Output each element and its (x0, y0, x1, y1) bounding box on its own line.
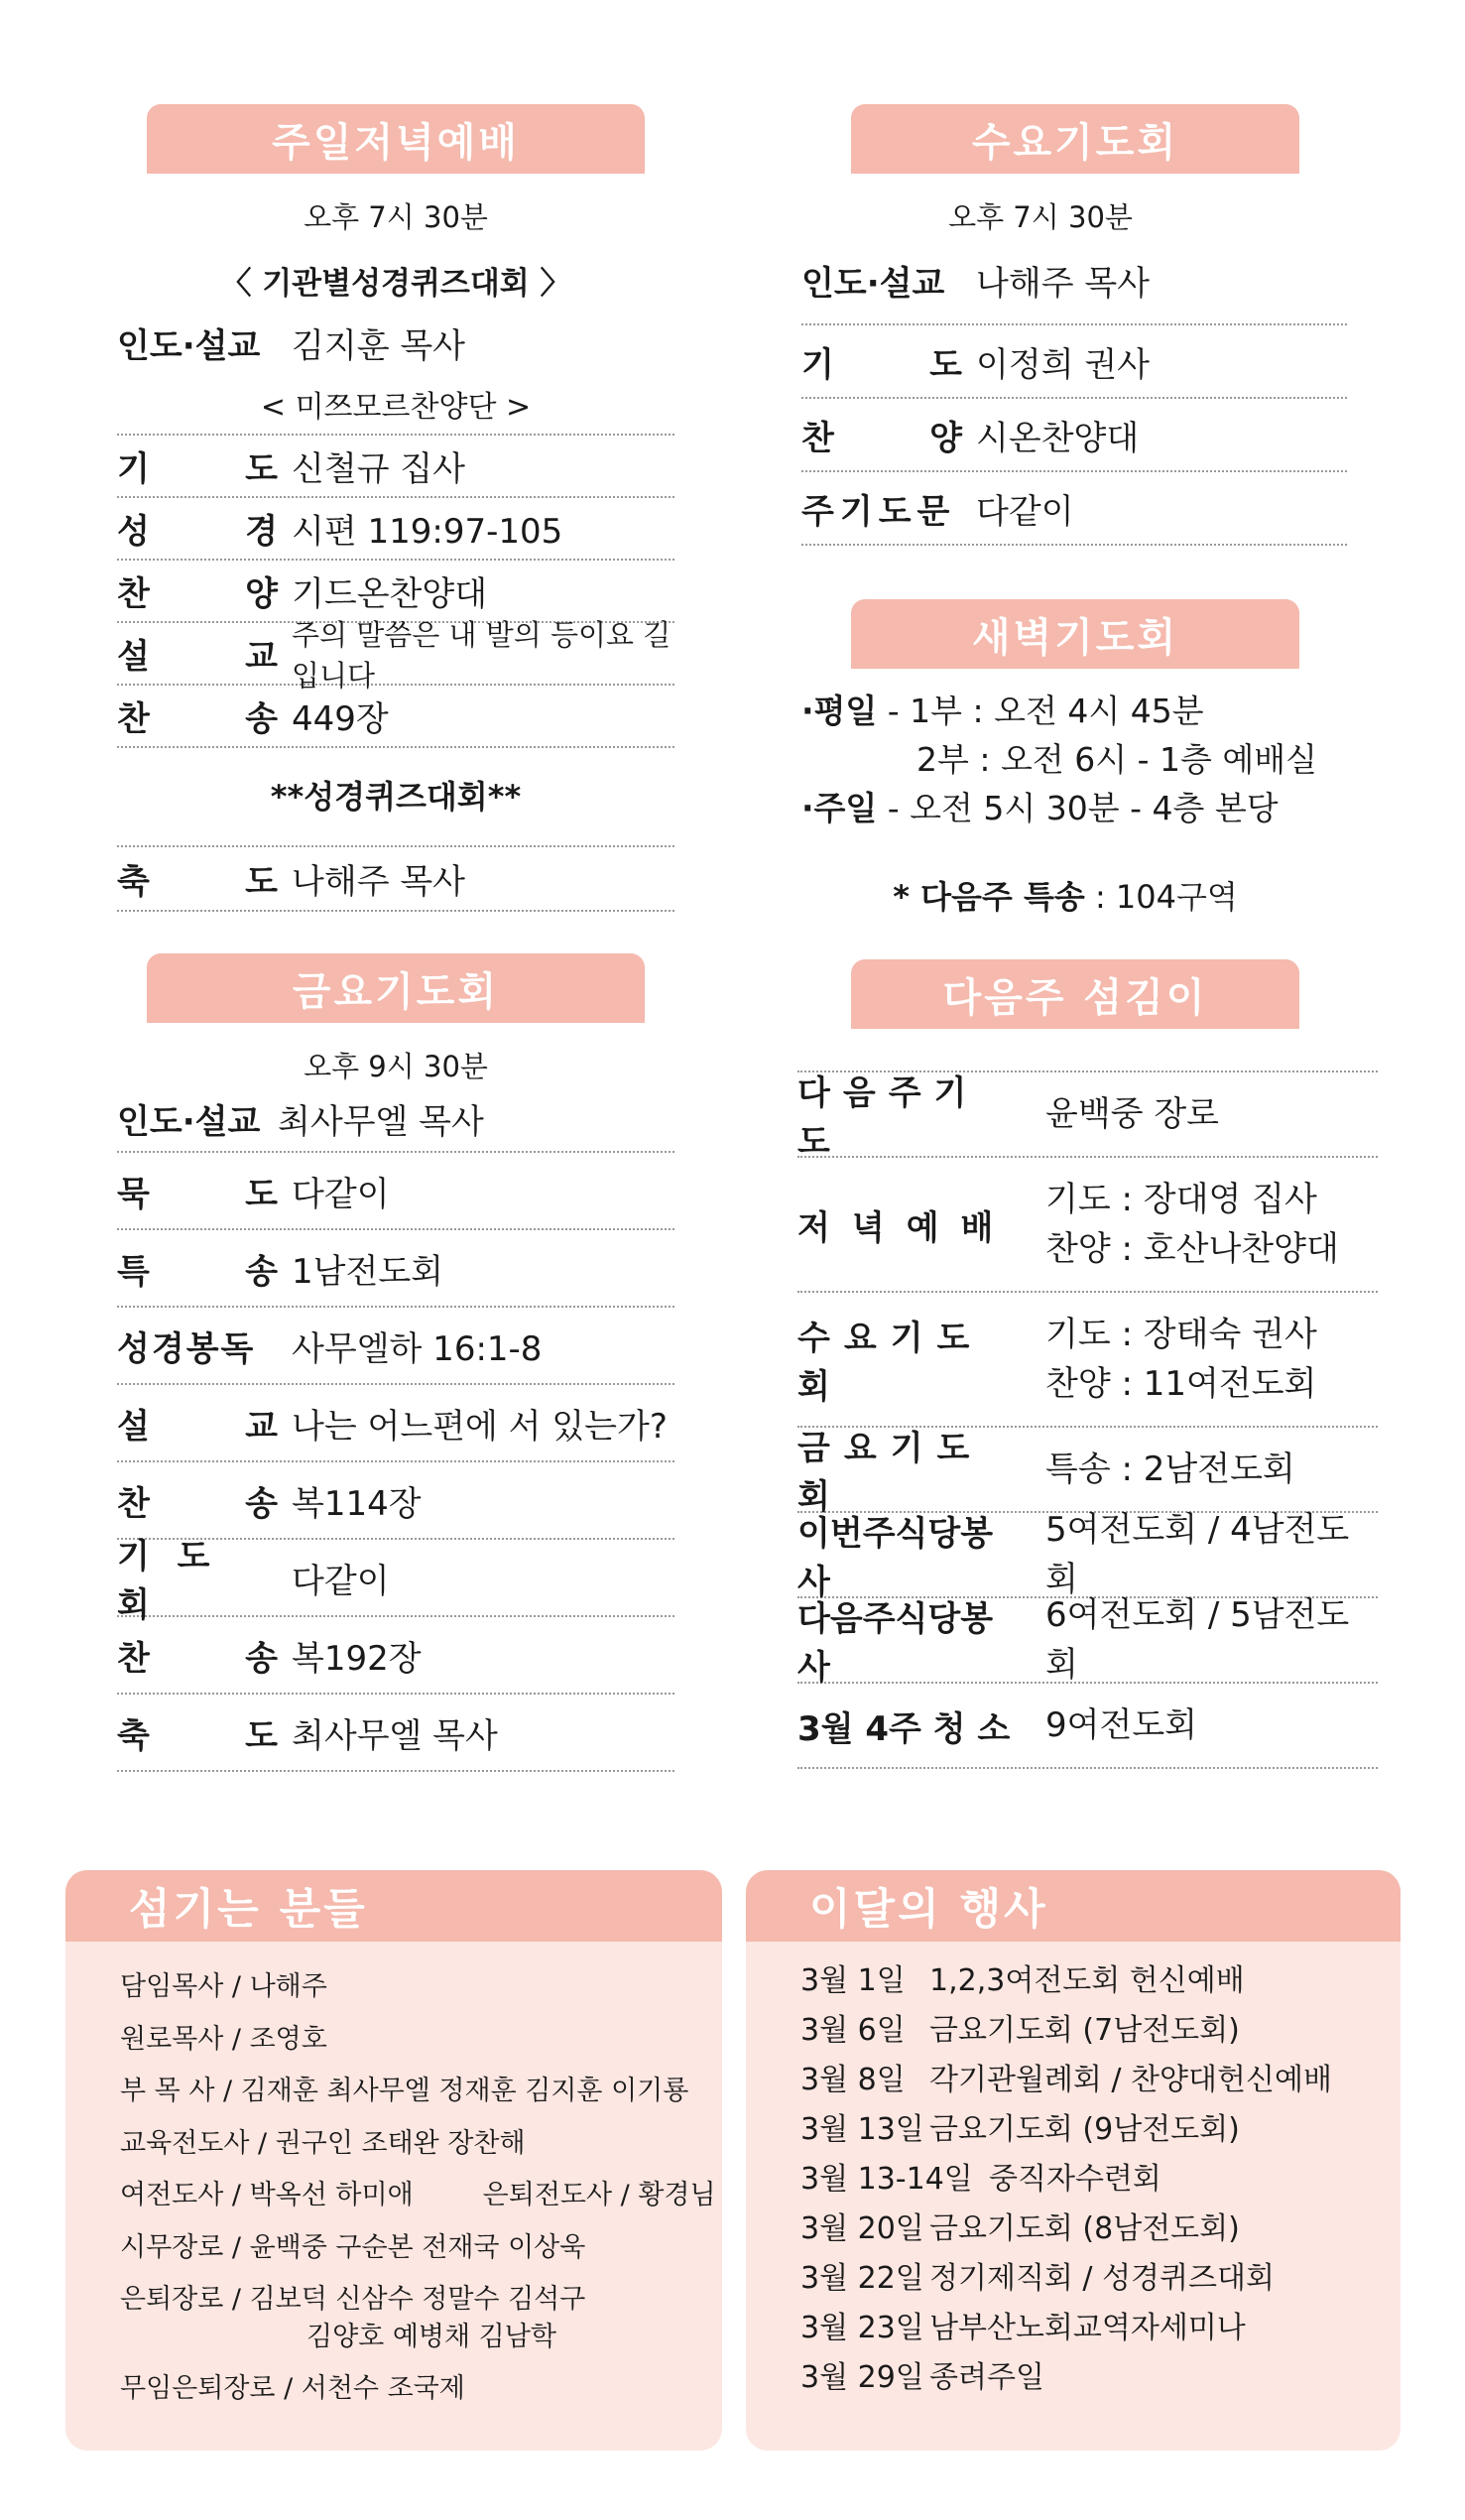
benediction-row: 축 도 나해주 목사 (117, 847, 674, 912)
choir-note: < 미쯔모르찬양단 > (117, 382, 674, 436)
next-week-row: 다음주기도 윤백중 장로 (797, 1072, 1378, 1158)
staff-panel (65, 1870, 722, 2451)
event-item: 3월 1일 1,2,3여전도회 헌신예배 (800, 1963, 1245, 1998)
wednesday-row: 찬 양 시온찬양대 (801, 399, 1347, 472)
wednesday-prayer-title: 수요기도회 (851, 104, 1299, 174)
staff-line: 담임목사 / 나해주 (120, 1971, 327, 2002)
friday-prayer-title: 금요기도회 (147, 953, 645, 1023)
dawn-prayer-lines: ·평일 - 1부 : 오전 4시 45분 2부 : 오전 6시 - 1층 예배실 ·주일 - 오전 5시 30분 - 4층 본당 (801, 692, 1317, 827)
wednesday-prayer-time: 오후 7시 30분 (948, 200, 1133, 234)
sunday-evening-subtitle: 〈 기관별성경퀴즈대회 〉 (220, 266, 571, 302)
event-item: 3월 22일 정기제직회 / 성경퀴즈대회 (800, 2261, 1275, 2296)
staff-list (65, 1961, 722, 2416)
next-week-row: 이번주식당봉사 5여전도회 / 4남전도회 (797, 1513, 1378, 1598)
staff-title: 섬기는 분들 (65, 1870, 722, 1942)
next-week-row: 저녁예배 기도 : 장대영 집사 찬양 : 호산나찬양대 (797, 1158, 1378, 1293)
dawn-prayer-title: 새벽기도회 (851, 599, 1299, 669)
staff-line: 교육전도사 / 권구인 조태완 장찬해 (120, 2127, 526, 2159)
friday-row: 기 도 회 다같이 (117, 1540, 674, 1617)
sunday-row: 찬 양 기드온찬양대 (117, 561, 674, 623)
staff-line: 부 목 사 / 김재훈 최사무엘 정재훈 김지훈 이기룡 (120, 2076, 689, 2106)
sunday-leader-row (117, 303, 674, 382)
event-item: 3월 8일 각기관월례회 / 찬양대헌신예배 (800, 2063, 1332, 2097)
friday-row: 찬 송 복114장 (117, 1462, 674, 1540)
friday-row: 축 도 최사무엘 목사 (117, 1695, 674, 1772)
next-week-row: 다음주식당봉사 6여전도회 / 5남전도회 (797, 1598, 1378, 1684)
sunday-row: 찬 송 449장 (117, 686, 674, 748)
wednesday-row: 주기도문 다같이 (801, 472, 1347, 546)
friday-row: 성경봉독 사무엘하 16:1-8 (117, 1308, 674, 1385)
friday-row: 찬 송 복192장 (117, 1617, 674, 1695)
sunday-evening-time: 오후 7시 30분 (304, 200, 488, 234)
friday-row: 묵 도 다같이 (117, 1153, 674, 1230)
sunday-leader-label: 인도·설교 (117, 325, 261, 366)
events-list (746, 1956, 1401, 2403)
events-panel (746, 1870, 1401, 2451)
events-title: 이달의 행사 (746, 1870, 1401, 1942)
event-item: 3월 20일 금요기도회 (8남전도회) (800, 2211, 1240, 2246)
friday-row: 설 교 나는 어느편에 서 있는가? (117, 1385, 674, 1462)
wednesday-row: 기 도 이정희 권사 (801, 325, 1347, 399)
quiz-title: **성경퀴즈대회** (117, 748, 674, 847)
sunday-row: 성 경 시편 119:97-105 (117, 498, 674, 561)
sunday-leader: 김지훈 목사 (292, 325, 466, 366)
friday-row: 특 송 1남전도회 (117, 1230, 674, 1308)
event-item: 3월 6일 금요기도회 (7남전도회) (800, 2013, 1240, 2048)
next-week-row: 3월 4주 청 소 9여전도회 (797, 1684, 1378, 1769)
friday-prayer-time: 오후 9시 30분 (304, 1050, 488, 1083)
next-week-title: 다음주 섬김이 (851, 959, 1299, 1029)
wednesday-row: 인도·설교 나해주 목사 (801, 236, 1347, 325)
staff-line: 시무장로 / 윤백중 구순본 전재국 이상욱 (120, 2231, 586, 2263)
sunday-row: 설 교 주의 말씀은 내 발의 등이요 길입니다 (117, 623, 674, 686)
event-item: 3월 23일 남부산노회교역자세미나 (800, 2311, 1246, 2345)
event-item: 3월 13-14일 중직자수련회 (800, 2162, 1161, 2197)
next-week-special: * 다음주 특송 : 104구역 (893, 878, 1238, 916)
next-week-row: 금요기도회 특송 : 2남전도회 (797, 1428, 1378, 1513)
sunday-row: 기 도 신철규 집사 (117, 436, 674, 498)
next-week-table (797, 1071, 1378, 1769)
staff-line: 원로목사 / 조영호 (120, 2023, 327, 2055)
left-column (117, 104, 674, 1772)
staff-line: 여전도사 / 박옥선 하미애 은퇴전도사 / 황경님 (120, 2180, 716, 2210)
event-item: 3월 29일 종려주일 (800, 2360, 1044, 2395)
event-item: 3월 13일 금요기도회 (9남전도회) (800, 2112, 1240, 2147)
next-week-row: 수요기도회 기도 : 장태숙 권사 찬양 : 11여전도회 (797, 1293, 1378, 1428)
sunday-evening-title: 주일저녁예배 (147, 104, 645, 174)
staff-line: 무임은퇴장로 / 서천수 조국제 (120, 2373, 465, 2404)
staff-line: 은퇴장로 / 김보덕 신삼수 정말수 김석구 (120, 2284, 586, 2315)
right-column (797, 104, 1350, 1769)
friday-leader-row: 인도·설교 최사무엘 목사 (117, 1085, 674, 1153)
staff-line: 김양호 예병채 김남학 (306, 2322, 556, 2352)
